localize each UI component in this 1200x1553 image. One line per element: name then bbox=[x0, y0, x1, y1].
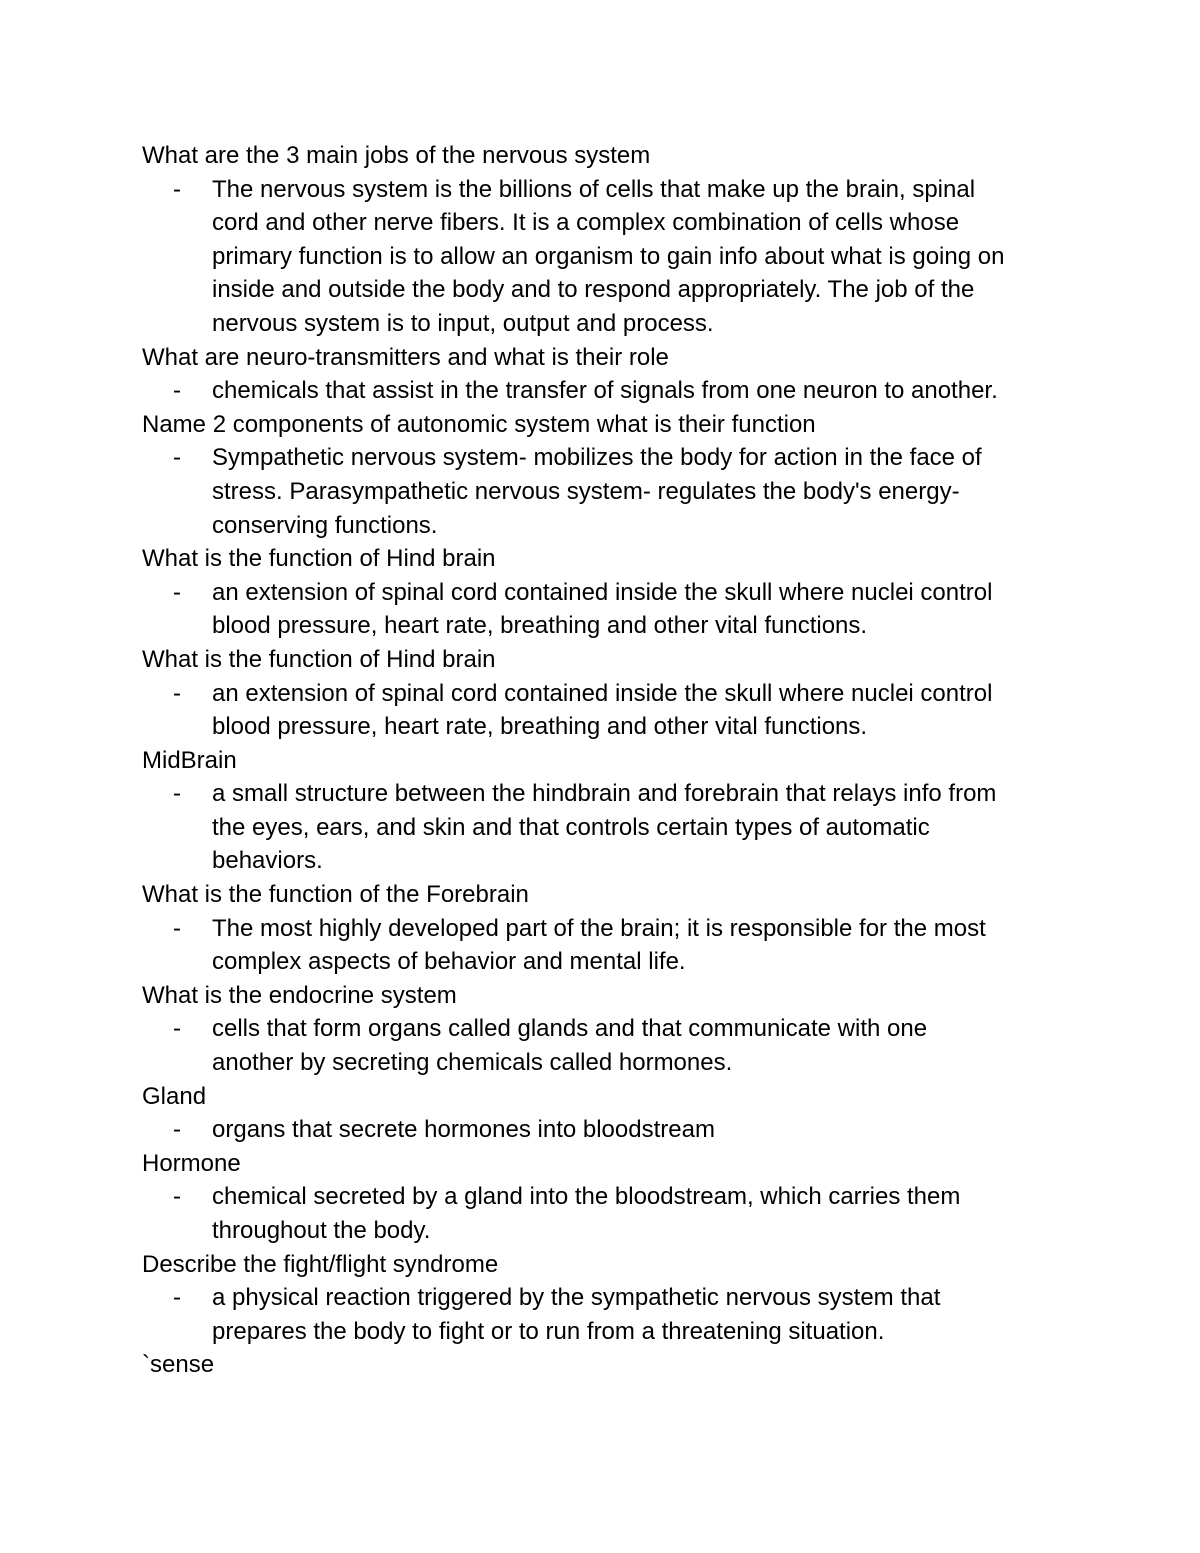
answer-line: stress. Parasympathetic nervous system- regulates the body's energy- bbox=[212, 477, 960, 505]
answer-text bbox=[212, 173, 1092, 341]
answer-line: The most highly developed part of the brain; it is responsible for the most bbox=[212, 914, 986, 942]
answer-bullet bbox=[142, 1180, 1092, 1247]
answer-line: chemical secreted by a gland into the bloodstream, which carries them bbox=[212, 1183, 961, 1211]
answer-line: blood pressure, heart rate, breathing and other vital functions. bbox=[212, 612, 868, 640]
question-heading: Gland bbox=[142, 1082, 207, 1110]
bullet-dash: - bbox=[173, 1015, 181, 1043]
answer-bullet bbox=[142, 441, 1092, 542]
answer-text bbox=[212, 1113, 1092, 1147]
answer-line: The nervous system is the billions of cells that make up the brain, spinal bbox=[212, 175, 976, 203]
bullet-dash: - bbox=[173, 780, 181, 808]
answer-text bbox=[212, 1180, 1092, 1247]
answer-text bbox=[212, 374, 1092, 408]
answer-line: organs that secrete hormones into bloodstream bbox=[212, 1116, 715, 1144]
question-heading: Name 2 components of autonomic system what is their function bbox=[142, 410, 816, 438]
bullet-dash: - bbox=[173, 444, 181, 472]
answer-line: an extension of spinal cord contained inside the skull where nuclei control bbox=[212, 679, 993, 707]
bullet-dash: - bbox=[173, 377, 181, 405]
answer-line: primary function is to allow an organism to gain info about what is going on bbox=[212, 242, 1005, 270]
answer-bullet bbox=[142, 1012, 1092, 1079]
bullet-dash: - bbox=[173, 914, 181, 942]
answer-line: a physical reaction triggered by the sympathetic nervous system that bbox=[212, 1284, 941, 1312]
answer-text bbox=[212, 777, 1092, 878]
answer-line: blood pressure, heart rate, breathing and other vital functions. bbox=[212, 713, 868, 741]
document-page bbox=[142, 139, 1092, 1382]
answer-line: an extension of spinal cord contained inside the skull where nuclei control bbox=[212, 578, 993, 606]
answer-line: nervous system is to input, output and process. bbox=[212, 309, 714, 337]
bullet-dash: - bbox=[173, 679, 181, 707]
question-heading: What is the function of the Forebrain bbox=[142, 881, 529, 909]
answer-bullet bbox=[142, 677, 1092, 744]
answer-line: cells that form organs called glands and that communicate with one bbox=[212, 1015, 928, 1043]
answer-text bbox=[212, 677, 1092, 744]
answer-line: behaviors. bbox=[212, 847, 323, 875]
question-heading: What are neuro-transmitters and what is their role bbox=[142, 343, 669, 371]
question-heading: What is the endocrine system bbox=[142, 981, 457, 1009]
trailing-text: `sense bbox=[142, 1351, 215, 1379]
question-heading: What are the 3 main jobs of the nervous system bbox=[142, 142, 651, 169]
answer-text bbox=[212, 1012, 1092, 1079]
answer-line: Sympathetic nervous system- mobilizes the body for action in the face of bbox=[212, 444, 982, 472]
answer-line: a small structure between the hindbrain and forebrain that relays info from bbox=[212, 780, 997, 808]
question-heading: Hormone bbox=[142, 1149, 241, 1177]
answer-line: cord and other nerve fibers. It is a complex combination of cells whose bbox=[212, 209, 960, 237]
bullet-dash: - bbox=[173, 1116, 181, 1144]
bullet-dash: - bbox=[173, 1183, 181, 1211]
answer-bullet bbox=[142, 576, 1092, 643]
answer-line: prepares the body to fight or to run from a threatening situation. bbox=[212, 1317, 885, 1345]
question-heading: MidBrain bbox=[142, 746, 237, 774]
question-heading: What is the function of Hind brain bbox=[142, 545, 496, 573]
answer-text bbox=[212, 576, 1092, 643]
answer-line: another by secreting chemicals called hormones. bbox=[212, 1049, 733, 1077]
answer-line: inside and outside the body and to respond appropriately. The job of the bbox=[212, 276, 975, 304]
answer-bullet bbox=[142, 173, 1092, 341]
answer-line: chemicals that assist in the transfer of signals from one neuron to another. bbox=[212, 377, 998, 405]
answer-line: throughout the body. bbox=[212, 1217, 431, 1244]
bullet-dash: - bbox=[173, 1284, 181, 1312]
answer-bullet bbox=[142, 374, 1092, 408]
answer-bullet bbox=[142, 912, 1092, 979]
bullet-dash: - bbox=[173, 175, 181, 203]
question-heading: Describe the fight/flight syndrome bbox=[142, 1250, 499, 1278]
question-heading: What is the function of Hind brain bbox=[142, 645, 496, 673]
answer-text bbox=[212, 441, 1092, 542]
answer-line: conserving functions. bbox=[212, 511, 438, 539]
answer-line: the eyes, ears, and skin and that controls certain types of automatic bbox=[212, 813, 930, 841]
answer-bullet bbox=[142, 777, 1092, 878]
sections-container bbox=[142, 139, 1092, 1348]
answer-bullet bbox=[142, 1113, 1092, 1147]
answer-text bbox=[212, 1281, 1092, 1348]
answer-bullet bbox=[142, 1281, 1092, 1348]
answer-line: complex aspects of behavior and mental life. bbox=[212, 948, 686, 976]
answer-text bbox=[212, 912, 1092, 979]
bullet-dash: - bbox=[173, 578, 181, 606]
